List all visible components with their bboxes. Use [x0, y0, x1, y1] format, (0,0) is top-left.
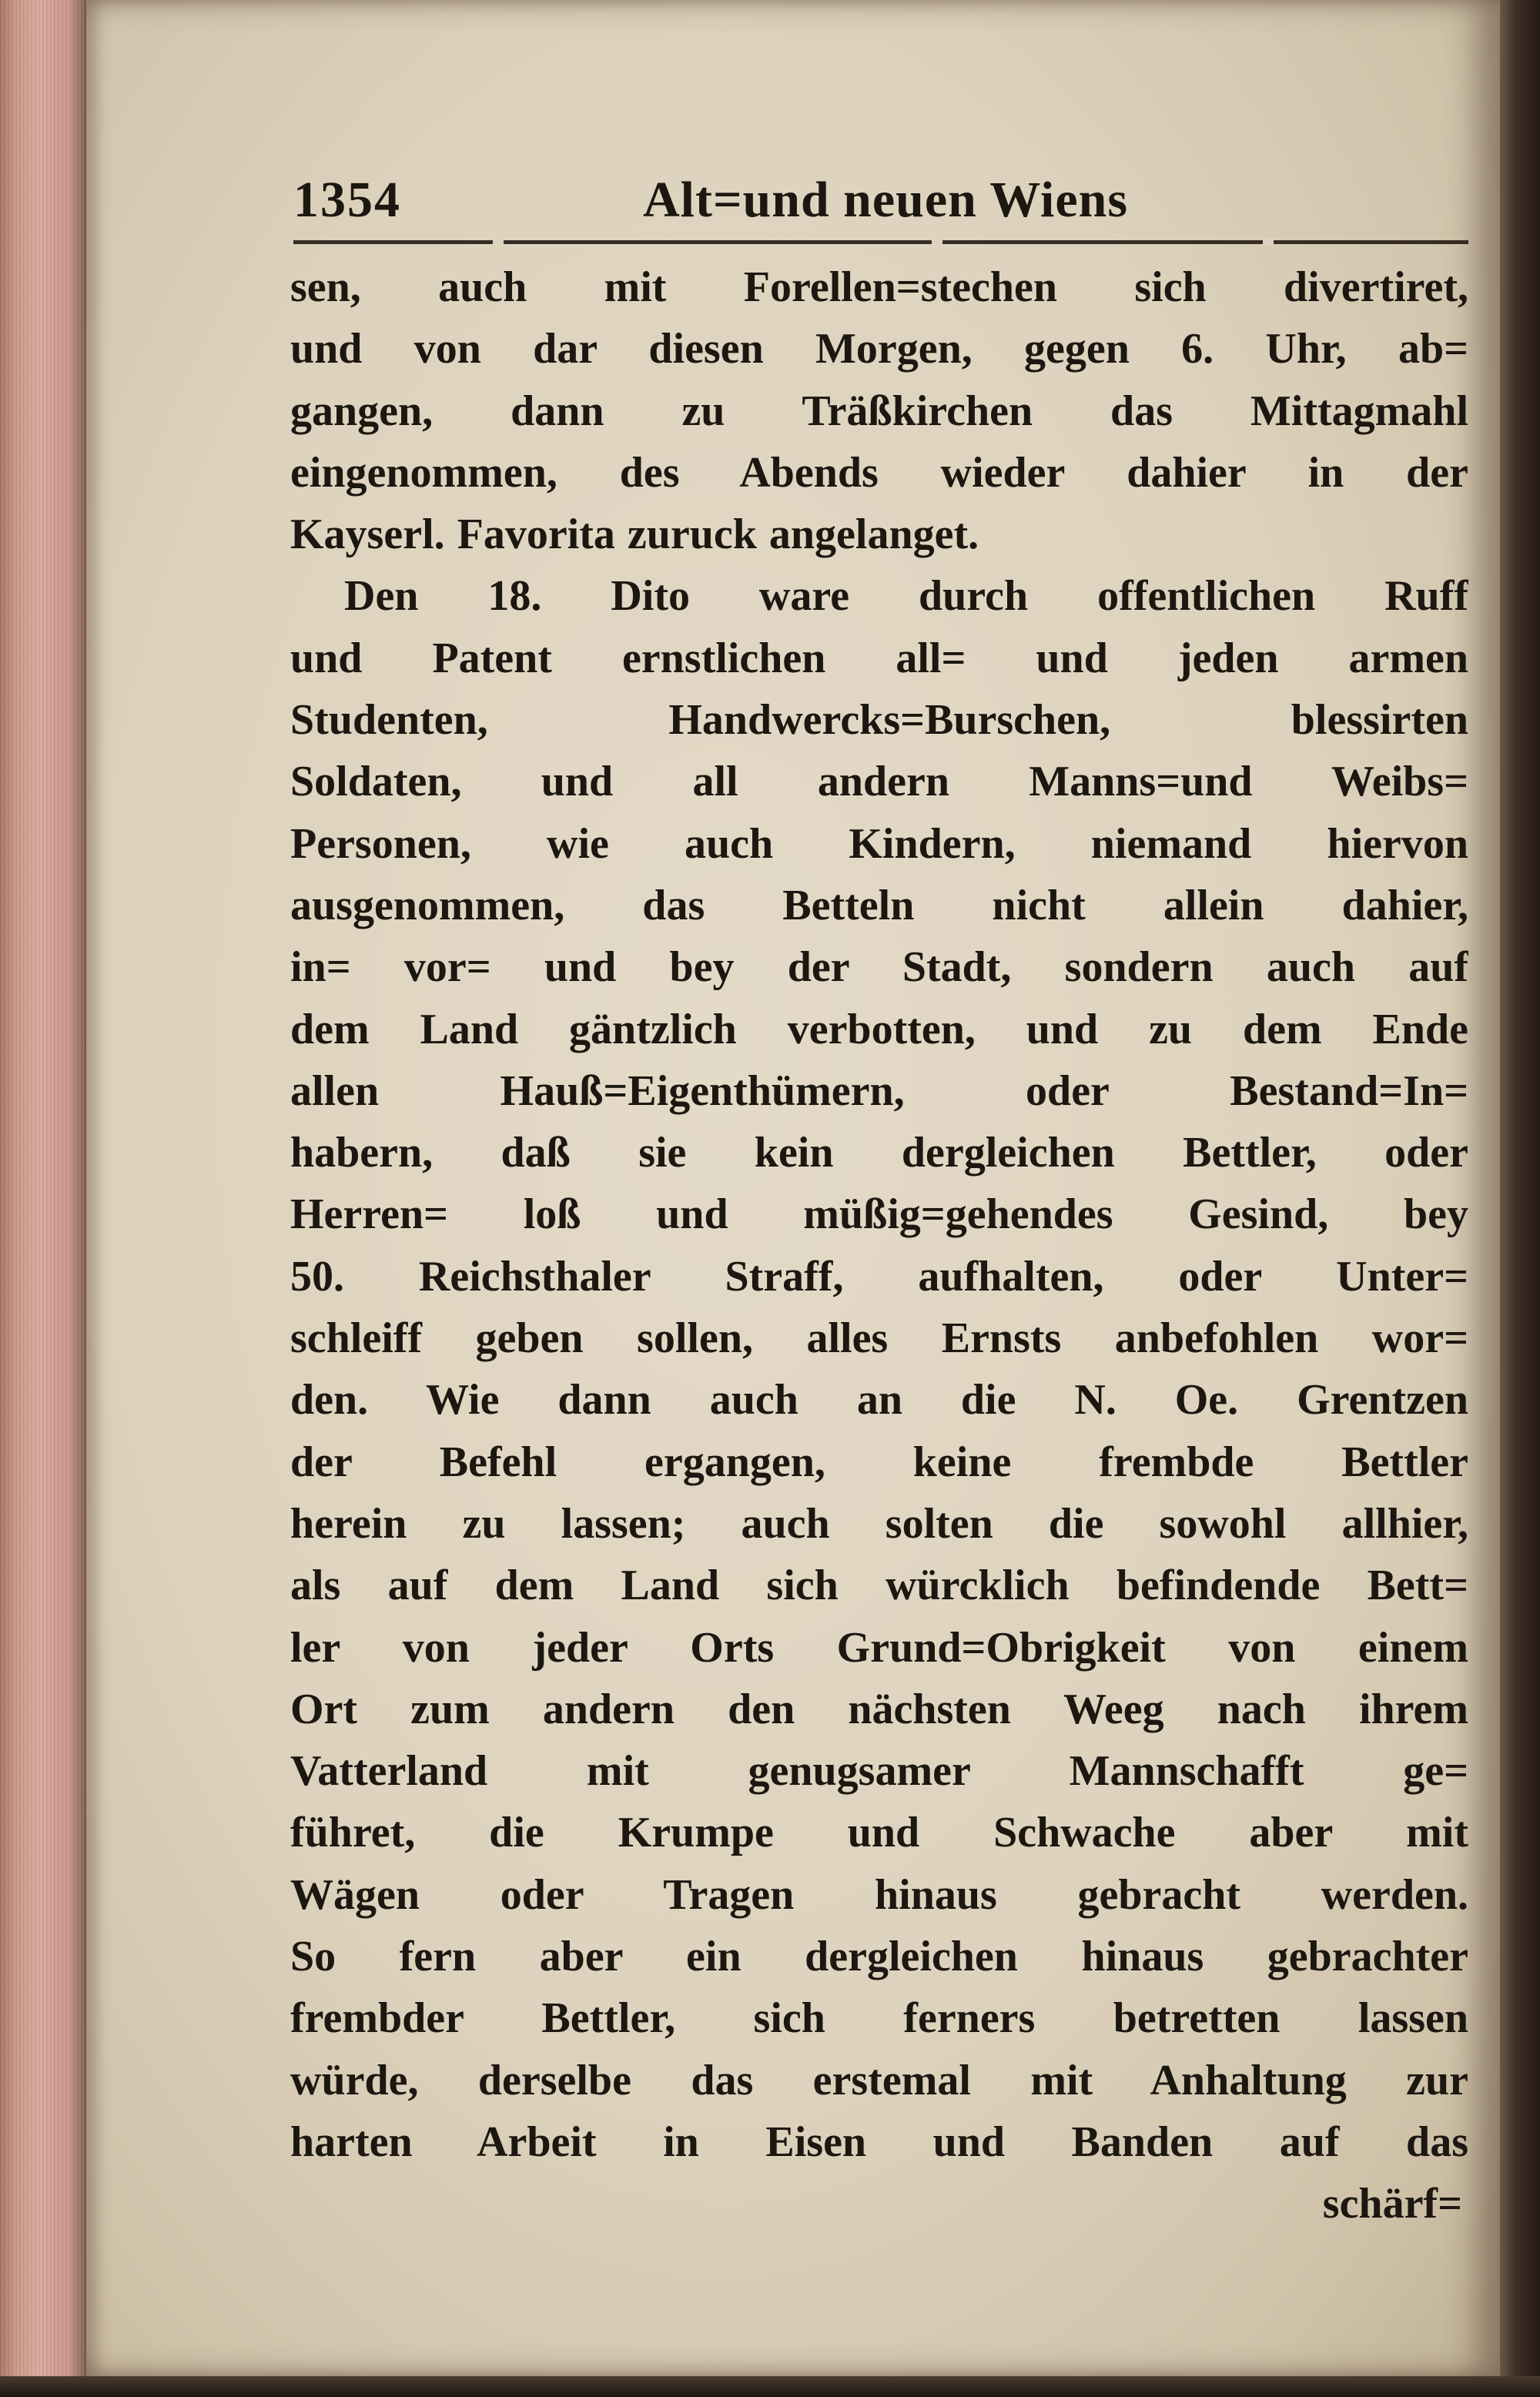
- text-line: schleiff geben sollen, alles Ernsts anbefohlen wor=: [290, 1314, 1468, 1363]
- text-line: Kayserl. Favorita zuruck angelanget.: [290, 511, 979, 559]
- text-line: herein zu lassen; auch solten die sowohl allhier,: [290, 1499, 1468, 1548]
- text-line: als auf dem Land sich würcklich befindende Bett=: [290, 1562, 1468, 1610]
- text-line: Den 18. Dito ware durch offentlichen Ruff: [344, 572, 1468, 621]
- text-line: habern, daß sie kein dergleichen Bettler, oder: [290, 1129, 1468, 1177]
- text-line: in= vor= und bey der Stadt, sondern auch auf: [290, 943, 1468, 992]
- text-line: harten Arbeit in Eisen und Banden auf das: [290, 2117, 1468, 2166]
- text-line: 50. Reichsthaler Straff, aufhalten, oder Unter=: [290, 1252, 1468, 1301]
- text-line: ler von jeder Orts Grund=Obrigkeit von einem: [290, 1623, 1468, 1672]
- text-line: Soldaten, und all andern Manns=und Weibs=: [290, 758, 1468, 806]
- text-line: Vatterland mit genugsamer Mannschafft ge=: [290, 1747, 1468, 1796]
- text-line: Personen, wie auch Kindern, niemand hiervon: [290, 819, 1468, 868]
- header-rule-gap: [493, 238, 504, 246]
- text-line: frembder Bettler, sich ferners betretten lassen: [290, 1994, 1468, 2043]
- text-line: Wägen oder Tragen hinaus gebracht werden.: [290, 1870, 1468, 1919]
- running-title: Alt=und neuen Wiens: [642, 172, 1129, 228]
- text-line: und von dar diesen Morgen, gegen 6. Uhr, ab=: [290, 325, 1468, 373]
- text-line: Ort zum andern den nächsten Weeg nach ihrem: [290, 1685, 1468, 1733]
- binding-shadow-bottom: [0, 2376, 1540, 2397]
- text-line: sen, auch mit Forellen=stechen sich divertiret,: [290, 263, 1468, 311]
- body-text: [290, 256, 1468, 2235]
- page-number: 1354: [293, 172, 401, 228]
- text-line: Herren= loß und müßig=gehendes Gesind, bey: [290, 1190, 1468, 1239]
- text-line: und Patent ernstlichen all= und jeden armen: [290, 634, 1468, 682]
- text-line: würde, derselbe das erstemal mit Anhaltung zur: [290, 2056, 1468, 2104]
- text-line: So fern aber ein dergleichen hinaus gebrachter: [290, 1933, 1468, 1981]
- header-rule: [293, 240, 1468, 244]
- text-line: gangen, dann zu Träßkirchen das Mittagmahl: [290, 387, 1468, 435]
- text-line: führet, die Krumpe und Schwache aber mit: [290, 1809, 1468, 1857]
- header-rule-gap: [1263, 238, 1274, 246]
- text-line: eingenommen, des Abends wieder dahier in der: [290, 448, 1468, 497]
- running-header: [293, 168, 1468, 233]
- text-line: Studenten, Handwercks=Burschen, blessirten: [290, 696, 1468, 745]
- text-line: der Befehl ergangen, keine frembde Bettler: [290, 1438, 1468, 1486]
- text-line: den. Wie dann auch an die N. Oe. Grentzen: [290, 1376, 1468, 1424]
- page-edges-left: [0, 0, 86, 2397]
- catchword: schärf=: [1322, 2180, 1462, 2228]
- text-line: ausgenommen, das Betteln nicht allein dahier,: [290, 881, 1468, 929]
- header-rule-gap: [932, 238, 942, 246]
- text-line: allen Hauß=Eigenthümern, oder Bestand=In=: [290, 1066, 1468, 1115]
- binding-shadow-right: [1500, 0, 1540, 2397]
- text-line: dem Land gäntzlich verbotten, und zu dem Ende: [290, 1005, 1468, 1053]
